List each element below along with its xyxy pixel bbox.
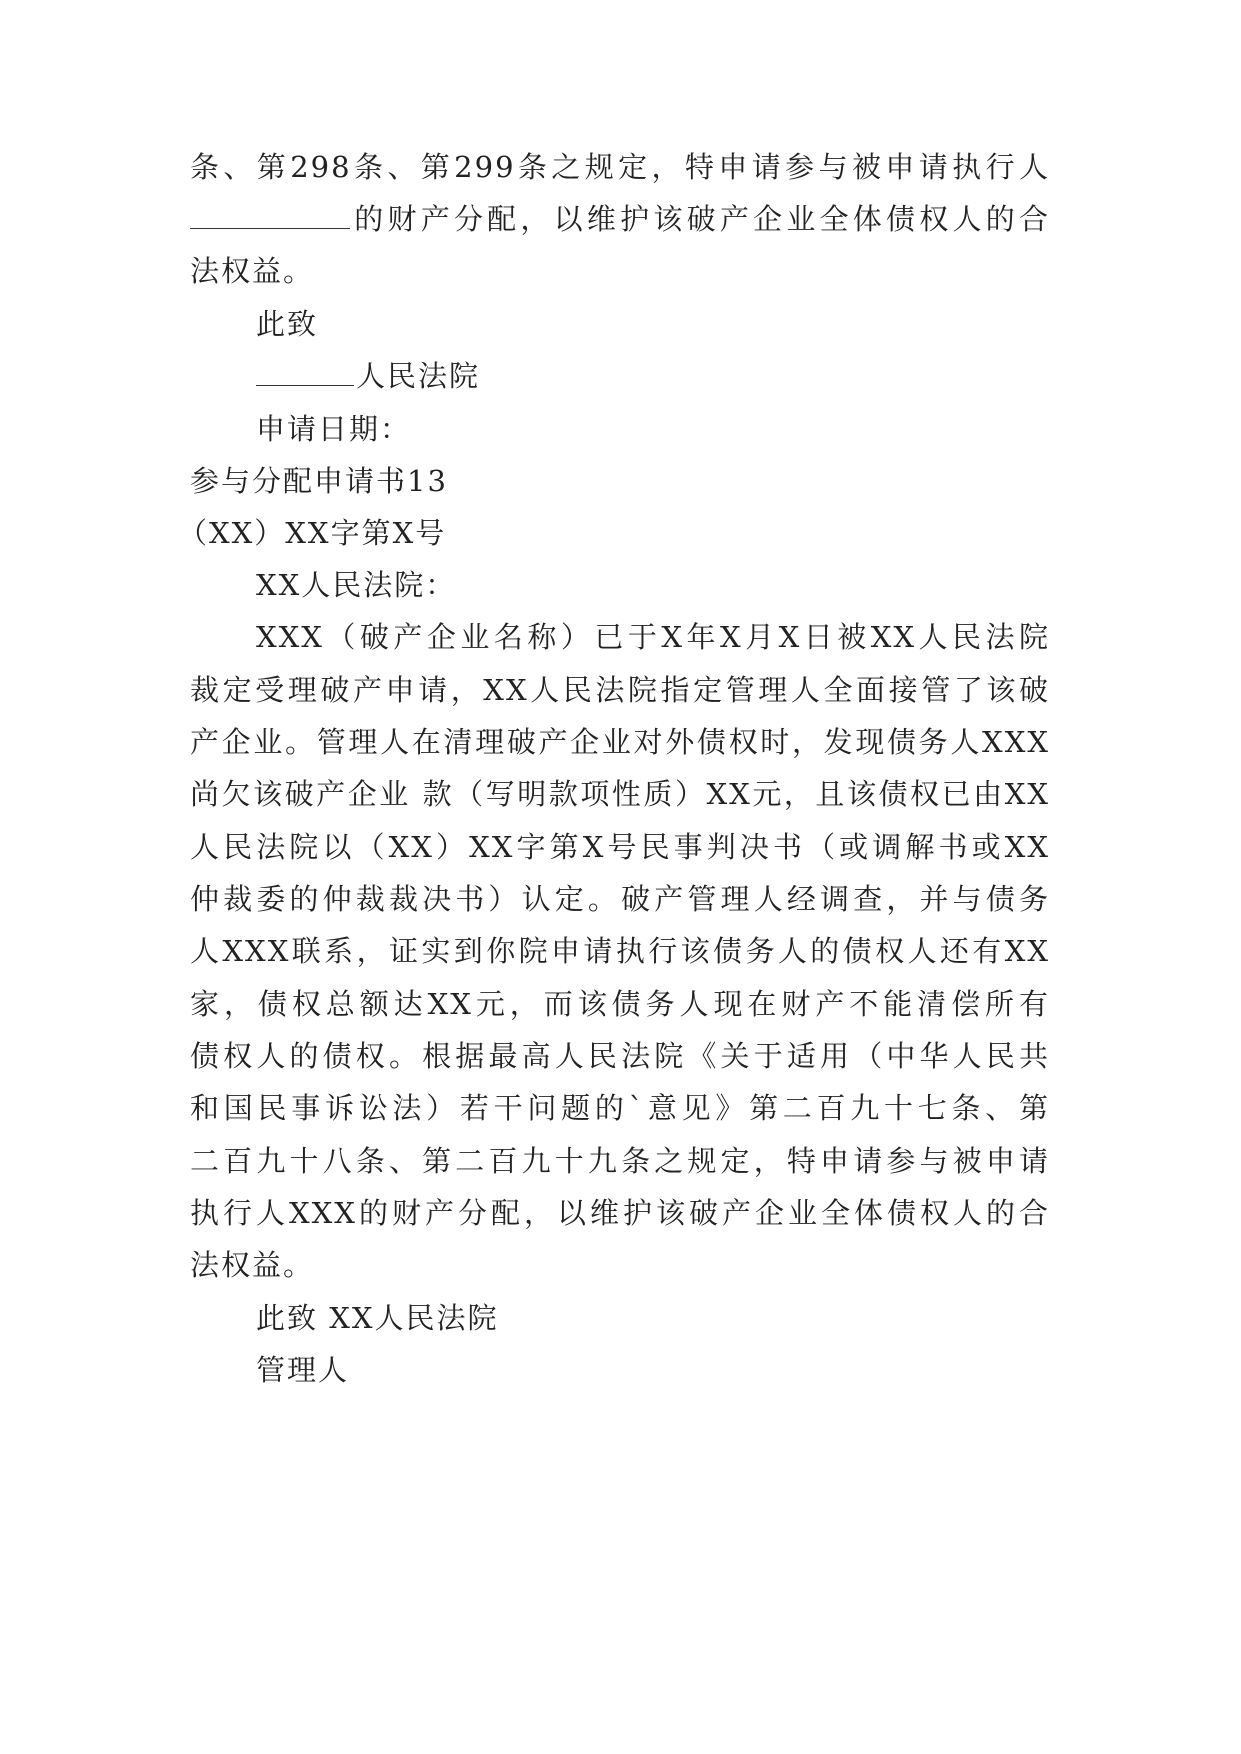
- body-line: 法权益。: [190, 1248, 315, 1282]
- paragraph-line: 条、第298条、第299条之规定，特申请参与被申请执行人: [190, 150, 1050, 184]
- body-line: 裁定受理破产申请，XX人民法院指定管理人全面接管了该破: [190, 673, 1050, 707]
- body-line: 执行人XXX的财产分配，以维护该破产企业全体债权人的合: [190, 1196, 1050, 1230]
- addressee: XX人民法院：: [256, 568, 457, 602]
- paragraph-line: [190, 190, 1050, 248]
- closing: 此致 XX人民法院: [256, 1301, 499, 1335]
- salutation: 此致: [256, 307, 319, 341]
- body-line: 人民法院以（XX）XX字第X号民事判决书（或调解书或XX: [190, 830, 1050, 864]
- body-line: 人XXX联系，证实到你院申请执行该债务人的债权人还有XX: [190, 934, 1050, 968]
- court-label: 人民法院: [356, 359, 481, 393]
- body-line: 产企业。管理人在清理破产企业对外债权时，发现债务人XXX: [190, 725, 1050, 759]
- document-title: 参与分配申请书13: [190, 464, 448, 498]
- body-line: 债权人的债权。根据最高人民法院《关于适用（中华人民共: [190, 1039, 1050, 1073]
- body-line: 二百九十八条、第二百九十九条之规定，特申请参与被申请: [190, 1144, 1050, 1178]
- body-line: 仲裁委的仲裁裁决书）认定。破产管理人经调查，并与债务: [190, 882, 1050, 916]
- fill-in-blank: [256, 349, 354, 386]
- case-number: （XX）XX字第X号: [178, 516, 447, 550]
- body-line: XXX（破产企业名称）已于X年X月X日被XX人民法院: [256, 620, 1050, 654]
- paragraph-line: 法权益。: [190, 254, 315, 288]
- fill-in-blank: [190, 192, 350, 229]
- date-label: 申请日期：: [256, 412, 412, 446]
- body-line: 尚欠该破产企业 款（写明款项性质）XX元，且该债权已由XX: [190, 777, 1050, 811]
- court-line: [256, 347, 1050, 405]
- signature: 管理人: [256, 1353, 350, 1387]
- body-line: 和国民事诉讼法）若干问题的`意见》第二百九十七条、第: [190, 1091, 1050, 1125]
- body-line: 家，债权总额达XX元，而该债务人现在财产不能清偿所有: [190, 987, 1050, 1021]
- paragraph-line-text: 的财产分配，以维护该破产企业全体债权人的合: [352, 202, 1050, 236]
